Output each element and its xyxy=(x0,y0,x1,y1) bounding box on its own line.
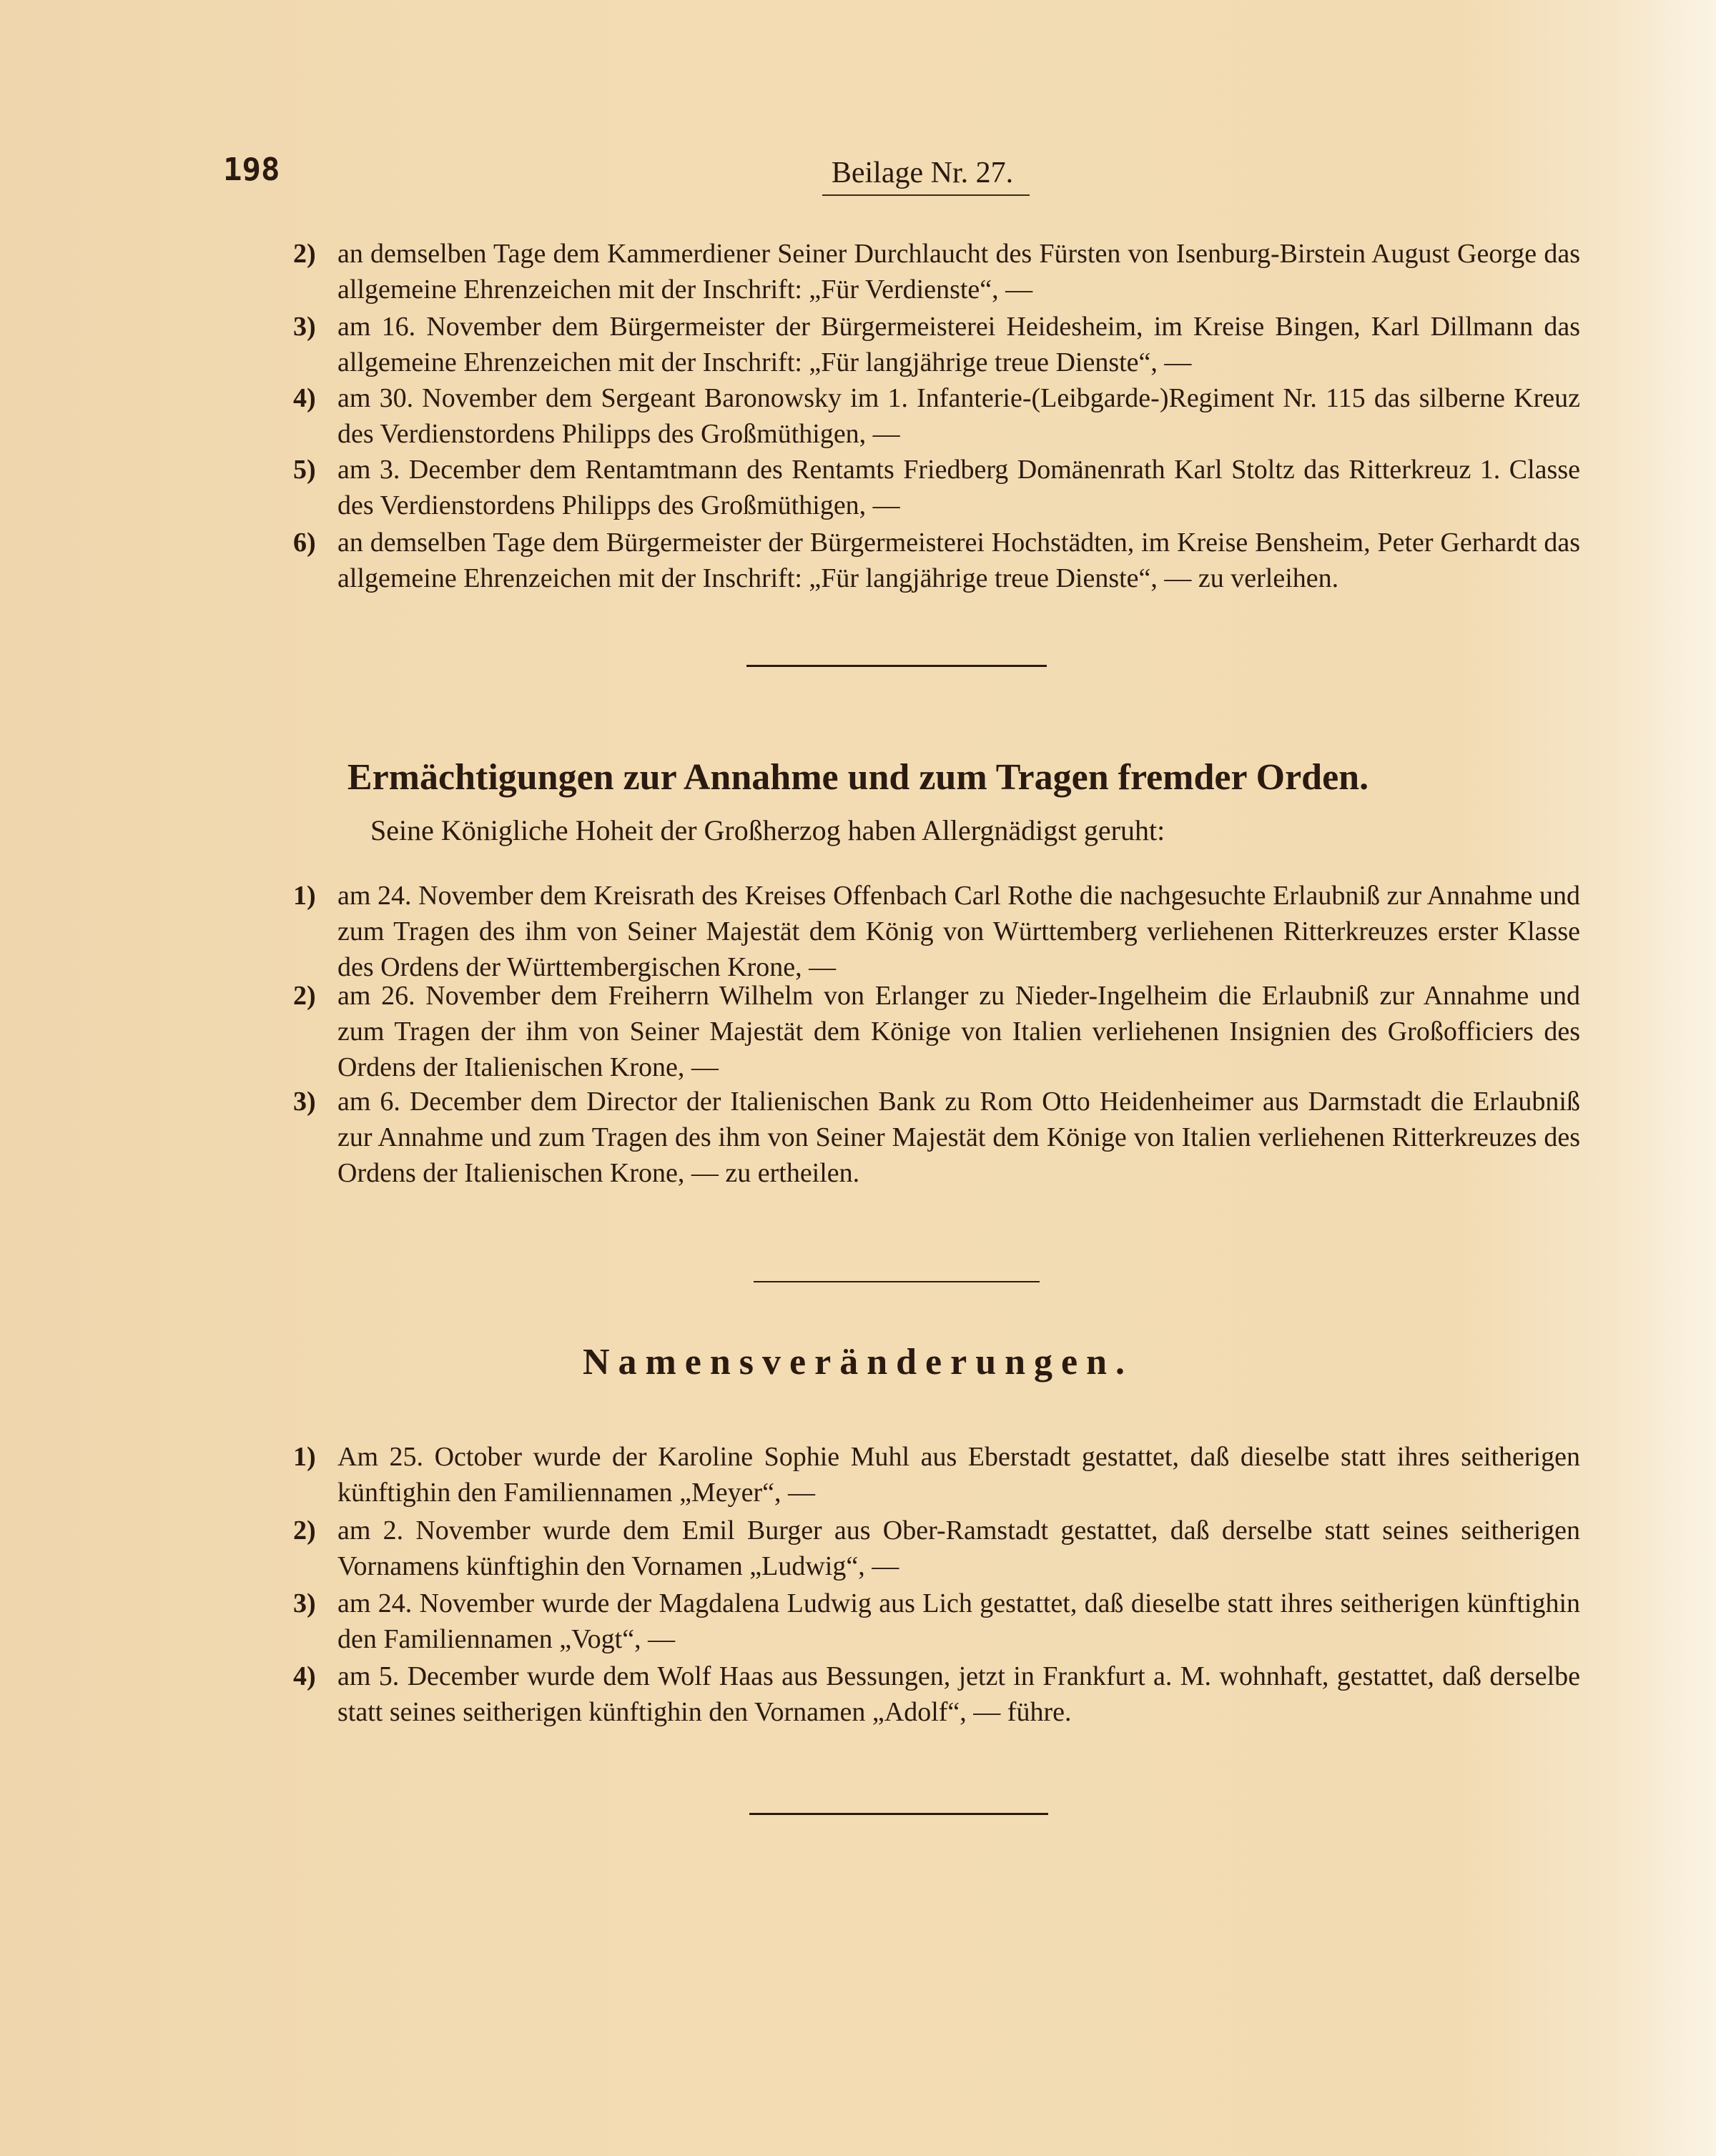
item-number: 3) xyxy=(293,1588,316,1618)
section-heading: Ermächtigungen zur Annahme und zum Tragen fremder Orden. xyxy=(347,757,1369,798)
item-number: 4) xyxy=(293,383,316,413)
section-divider xyxy=(754,1281,1040,1282)
item-text: an demselben Tage dem Kammerdiener Seiner Durchlaucht des Fürsten von Isenburg-Birstein August George das allgemeine Ehrenzeichen mit der Inschrift: „Für Verdienste“, — xyxy=(337,239,1580,305)
page-number: 198 xyxy=(223,152,280,188)
section-divider xyxy=(749,1813,1048,1815)
list-item xyxy=(293,452,1580,523)
header-rule xyxy=(822,194,1030,196)
item-text: am 26. November dem Freiherrn Wilhelm von Erlanger zu Nieder-Ingelheim die Erlaubniß zur Annahme und zum Tragen der ihm von Seiner Majestät dem Könige von Italien verliehenen Insignien des Großofficiers des Ordens der Italienischen Krone, — xyxy=(337,981,1580,1082)
list-item xyxy=(293,1586,1580,1657)
list-item xyxy=(293,525,1580,596)
list-item xyxy=(293,978,1580,1085)
list-item xyxy=(293,309,1580,380)
item-number: 2) xyxy=(293,1515,316,1546)
list-item xyxy=(293,1513,1580,1584)
item-text: am 16. November dem Bürgermeister der Bürgermeisterei Heidesheim, im Kreise Bingen, Karl Dillmann das allgemeine Ehrenzeichen mit der Inschrift: „Für langjährige treue Dienste“, — xyxy=(337,312,1580,377)
running-header: Beilage Nr. 27. xyxy=(831,157,1014,189)
item-number: 4) xyxy=(293,1661,316,1691)
list-item xyxy=(293,1658,1580,1730)
item-number: 2) xyxy=(293,981,316,1011)
item-number: 1) xyxy=(293,881,316,911)
list-item xyxy=(293,1439,1580,1510)
item-number: 3) xyxy=(293,312,316,342)
item-number: 6) xyxy=(293,528,316,558)
item-text: am 2. November wurde dem Emil Burger aus Ober-Ramstadt gestattet, daß derselbe statt seines seitherigen Vornamens künftighin den Vornamen „Ludwig“, — xyxy=(337,1515,1580,1581)
item-number: 3) xyxy=(293,1087,316,1117)
item-text: am 24. November wurde der Magdalena Ludwig aus Lich gestattet, daß dieselbe statt ihres seitherigen künftighin den Familiennamen „Vogt“, — xyxy=(337,1588,1580,1654)
item-number: 1) xyxy=(293,1442,316,1472)
list-item xyxy=(293,380,1580,452)
section-heading: Namensveränderungen. xyxy=(582,1342,1134,1383)
item-text: am 3. December dem Rentamtmann des Rentamts Friedberg Domänenrath Karl Stoltz das Ritterkreuz 1. Classe des Verdienstordens Philipps des Großmüthigen, — xyxy=(337,455,1580,520)
list-item xyxy=(293,878,1580,985)
list-item xyxy=(293,1084,1580,1191)
item-number: 5) xyxy=(293,455,316,485)
item-text: am 30. November dem Sergeant Baronowsky im 1. Infanterie-(Leibgarde-)Regiment Nr. 115 das silberne Kreuz des Verdienstordens Philipps des Großmüthigen, — xyxy=(337,383,1580,449)
list-item xyxy=(293,236,1580,307)
item-text: am 24. November dem Kreisrath des Kreises Offenbach Carl Rothe die nachgesuchte Erlaubniß zur Annahme und zum Tragen des ihm von Seiner Majestät dem König von Württemberg verliehenen Ritterkreuzes erster Klasse des Ordens der Württembergischen Krone, — xyxy=(337,881,1580,982)
item-text: an demselben Tage dem Bürgermeister der Bürgermeisterei Hochstädten, im Kreise Bensheim, Peter Gerhardt das allgemeine Ehrenzeichen mit der Inschrift: „Für langjährige treue Dienste“, — zu verleihen. xyxy=(337,528,1580,593)
item-text: am 5. December wurde dem Wolf Haas aus Bessungen, jetzt in Frankfurt a. M. wohnhaft, gestattet, daß derselbe statt seines seitherigen künftighin den Vornamen „Adolf“, — führe. xyxy=(337,1661,1580,1727)
item-text: am 6. December dem Director der Italienischen Bank zu Rom Otto Heidenheimer aus Darmstadt die Erlaubniß zur Annahme und zum Tragen des ihm von Seiner Majestät dem Könige von Italien verliehenen Ritterkreuzes des Ordens der Italienischen Krone, — zu ertheilen. xyxy=(337,1087,1580,1188)
intro-text: Seine Königliche Hoheit der Großherzog haben Allergnädigst geruht: xyxy=(370,814,1165,846)
item-text: Am 25. October wurde der Karoline Sophie Muhl aus Eberstadt gestattet, daß dieselbe statt ihres seitherigen künftighin den Familiennamen „Meyer“, — xyxy=(337,1442,1580,1508)
item-number: 2) xyxy=(293,239,316,269)
section-divider xyxy=(746,665,1047,667)
